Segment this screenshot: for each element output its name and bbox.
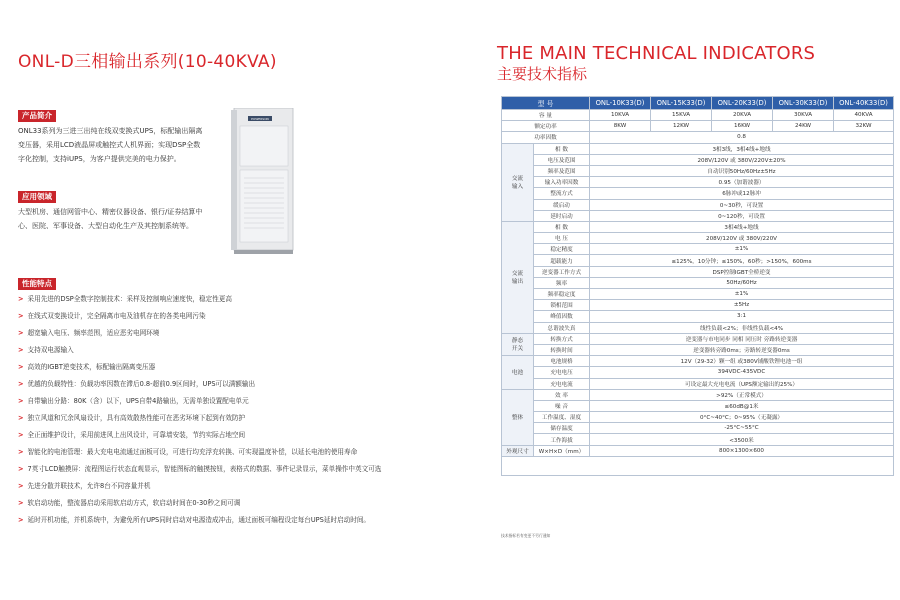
arrow-icon: > (18, 363, 24, 371)
table-cell: 32KW (834, 121, 894, 132)
table-cell: 12V（29-32）颗一组 或380V铺酸铁锂电池一组 (590, 356, 894, 367)
table-row (502, 311, 894, 322)
feature-item (18, 294, 232, 304)
arrow-icon: > (18, 499, 24, 507)
table-row (502, 356, 894, 367)
feature-text: 全正面维护设计，采用前进风上出风设计，可靠墙安装，节约实际占地空间 (27, 431, 246, 439)
table-row (502, 121, 894, 132)
arrow-icon: > (18, 312, 24, 320)
table-cell: 逆变器转旁路0ms；旁路转逆变器0ms (590, 344, 894, 355)
table-row (502, 322, 894, 333)
row-label: 电池规格 (534, 356, 590, 367)
row-label: 工作海拔 (534, 434, 590, 445)
feature-text: 独立风道和冗余风扇设计，具有高效散热性能可在恶劣环境下起到有效防护 (27, 414, 246, 422)
table-row (502, 367, 894, 378)
arrow-icon: > (18, 414, 24, 422)
header-cell: ONL-10K33(D) (590, 97, 651, 110)
table-cell: 208V/120V 或 380V/220V±20% (590, 154, 894, 165)
table-cell: 0~30秒，可设置 (590, 199, 894, 210)
arrow-icon: > (18, 516, 24, 524)
table-cell: 线性负载<2%；非线性负载<4% (590, 322, 894, 333)
row-label: 超载能力 (534, 255, 590, 266)
table-cell: 0°C~40°C；0~95%（无凝露） (590, 412, 894, 423)
table-row (502, 277, 894, 288)
table-row (502, 289, 894, 300)
application-line: 心、医院、军事设备、大型自动化生产及其控制系统等。 (18, 222, 193, 230)
row-label: 充电电压 (534, 367, 590, 378)
feature-text: 先进分散并联技术，允许8台不同容量并机 (27, 482, 151, 490)
table-cell: 8KW (590, 121, 651, 132)
row-label: 效 率 (534, 389, 590, 400)
table-cell: -25°C~55°C (590, 423, 894, 434)
row-label: 储存温度 (534, 423, 590, 434)
header-cell: ONL-30K33(D) (773, 97, 834, 110)
row-label: 稳定精度 (534, 244, 590, 255)
feature-text: 在线式双变换设计，完全隔离市电及油机存在的各类电网污染 (27, 312, 206, 320)
table-cell: 394VDC-435VDC (590, 367, 894, 378)
table-cell: >92%（正常模式） (590, 389, 894, 400)
table-cell: 24KW (773, 121, 834, 132)
table-cell: 可设定最大充电电流（UPS额定输出的25%） (590, 378, 894, 389)
table-cell: 3相4线+地线 (590, 221, 894, 232)
table-cell: 40KVA (834, 110, 894, 121)
row-label: 电 压 (534, 233, 590, 244)
table-cell: ±1% (590, 289, 894, 300)
row-label: 相 数 (534, 221, 590, 232)
spec-table (501, 96, 894, 476)
intro-line: ONL33系列为三进三出纯在线双变换式UPS，标配输出隔离 (18, 127, 203, 135)
header-cell: ONL-15K33(D) (651, 97, 712, 110)
table-cell: 0.8 (590, 132, 894, 143)
table-cell: 30KVA (773, 110, 834, 121)
row-label: 频率 (534, 277, 590, 288)
group-label: 交流 输出 (502, 221, 534, 333)
intro-line: 字化控制，支持iUPS，为客户提供完美的电力保护。 (18, 155, 181, 163)
group-label: 外观尺寸 (502, 445, 534, 456)
feature-text: 超宽输入电压、频率范围，适应恶劣电网环境 (27, 329, 160, 337)
features-heading: 性能特点 (18, 278, 56, 290)
row-label: 输入功率因数 (534, 177, 590, 188)
left-page-title: ONL-D三相输出系列(10-40KVA) (18, 52, 277, 72)
row-label: 缓启动 (534, 199, 590, 210)
table-row (502, 333, 894, 344)
feature-item (18, 481, 150, 491)
table-row (502, 188, 894, 199)
header-cell: ONL-20K33(D) (712, 97, 773, 110)
feature-item (18, 345, 74, 355)
right-title-cn: 主要技术指标 (497, 65, 588, 83)
table-cell: 3:1 (590, 311, 894, 322)
intro-text (18, 124, 202, 166)
table-cell: ≤60dB@1米 (590, 400, 894, 411)
row-label: W×H×D（mm） (534, 445, 590, 456)
table-cell: 6脉冲或12脉冲 (590, 188, 894, 199)
table-row (502, 143, 894, 154)
table-cell: 20KVA (712, 110, 773, 121)
arrow-icon: > (18, 448, 24, 456)
application-line: 大型机房、通信网管中心、精密仪器设备、银行/证券结算中 (18, 208, 203, 216)
group-label: 电池 (502, 356, 534, 390)
row-label: 噪 音 (534, 400, 590, 411)
table-cell: 0.95（加谐波器） (590, 177, 894, 188)
row-label: 频率稳定度 (534, 289, 590, 300)
arrow-icon: > (18, 346, 24, 354)
feature-text: 优越的负载特性：负载功率因数在滞后0.8-超前0.9区间时，UPS可以满额输出 (27, 380, 256, 388)
feature-item (18, 515, 370, 525)
table-row (502, 434, 894, 445)
footnote: 技术指标若有变更不另行通知 (501, 533, 551, 538)
feature-text: 自带输出分路：80K（含）以下，UPS自带4路输出，无需单独设置配电单元 (27, 397, 249, 405)
table-row (502, 110, 894, 121)
row-label: 整流方式 (534, 188, 590, 199)
row-label: 总谐波失真 (534, 322, 590, 333)
cabinet-brand: POWERSON (251, 117, 269, 121)
table-row (502, 210, 894, 221)
table-row (502, 177, 894, 188)
table-cell: 50Hz/60Hz (590, 277, 894, 288)
table-row (502, 378, 894, 389)
feature-item (18, 413, 245, 423)
feature-item (18, 328, 159, 338)
application-text (18, 205, 202, 233)
row-label: 峰值因数 (534, 311, 590, 322)
row-label: 转换方式 (534, 333, 590, 344)
row-label: 频率及范围 (534, 165, 590, 176)
arrow-icon: > (18, 431, 24, 439)
row-label: 逆变器工作方式 (534, 266, 590, 277)
table-row (502, 199, 894, 210)
right-title-en: THE MAIN TECHNICAL INDICATORS (497, 43, 816, 64)
table-cell: 逆变器与市电同步 同相 同压时 旁路转逆变器 (590, 333, 894, 344)
feature-item (18, 379, 255, 389)
row-label: 相 数 (534, 143, 590, 154)
feature-text: 采用先进的DSP全数字控制技术：采样及控制响应速度快，稳定性更高 (27, 295, 232, 303)
feature-text: 7英寸LCD触摸屏：流程图运行状态直观显示，智能图标的触摸按钮，表格式的数据、事件记录显示，菜单操作中英文可选 (27, 465, 382, 473)
table-row (502, 300, 894, 311)
group-label: 交流 输入 (502, 143, 534, 221)
header-cell: 型 号 (502, 97, 590, 110)
table-row (502, 389, 894, 400)
feature-item (18, 430, 245, 440)
feature-item (18, 311, 206, 321)
table-cell: <3500米 (590, 434, 894, 445)
arrow-icon: > (18, 397, 24, 405)
arrow-icon: > (18, 482, 24, 490)
table-cell: 15KVA (651, 110, 712, 121)
table-cell: 3相3线，3相4线+地线 (590, 143, 894, 154)
group-label: 整体 (502, 389, 534, 445)
row-label: 工作温度、湿度 (534, 412, 590, 423)
ups-cabinet-image (230, 108, 295, 254)
table-row (502, 400, 894, 411)
feature-item (18, 396, 249, 406)
table-cell: 12KW (651, 121, 712, 132)
feature-item (18, 447, 357, 457)
row-label: 延时启动 (534, 210, 590, 221)
table-cell: ±1% (590, 244, 894, 255)
feature-item (18, 362, 155, 372)
table-cell: 0~120秒，可设置 (590, 210, 894, 221)
table-cell: 800×1300×600 (590, 445, 894, 456)
table-row (502, 445, 894, 456)
table-row (502, 165, 894, 176)
group-label: 静态 开关 (502, 333, 534, 355)
table-cell: 208V/120V 或 380V/220V (590, 233, 894, 244)
table-row (502, 154, 894, 165)
feature-item (18, 464, 381, 474)
row-label: 功率因数 (502, 132, 590, 143)
table-row (502, 244, 894, 255)
feature-text: 高效的IGBT逆变技术，标配输出隔离变压器 (27, 363, 156, 371)
table-cell: 自动识别50Hz/60Hz±5Hz (590, 165, 894, 176)
arrow-icon: > (18, 465, 24, 473)
feature-item (18, 498, 240, 508)
table-cell: 16KW (712, 121, 773, 132)
table-row (502, 344, 894, 355)
application-heading: 应用领域 (18, 191, 56, 203)
table-row (502, 233, 894, 244)
table-cell: ±5Hz (590, 300, 894, 311)
arrow-icon: > (18, 380, 24, 388)
header-cell: ONL-40K33(D) (834, 97, 894, 110)
row-label: 转换时间 (534, 344, 590, 355)
table-row (502, 423, 894, 434)
table-row (502, 266, 894, 277)
feature-text: 软启动功能，整流器启动采用软启动方式，软启动时间在0-30秒之间可调 (27, 499, 241, 507)
row-label: 额定功率 (502, 121, 590, 132)
intro-line: 变压器，采用LCD液晶屏或触控式人机界面；实现DSP全数 (18, 141, 201, 149)
feature-text: 延时开机功能，并机系统中，为避免所有UPS同时启动对电源造成冲击，通过面板可编程设定每台UPS延时启动时间。 (27, 516, 371, 524)
table-cell: ≤125%，10分钟；≤150%，60秒；>150%，600ms (590, 255, 894, 266)
intro-heading: 产品简介 (18, 110, 56, 122)
feature-text: 智能化的电池管理：最大充电电流通过面板可设，可进行均充浮充转换、可实现温度补偿，以延长电池的使用寿命 (27, 448, 358, 456)
table-cell: DSP控制IGBT全桥逆变 (590, 266, 894, 277)
table-row (502, 255, 894, 266)
table-row (502, 221, 894, 232)
row-label: 锁相范围 (534, 300, 590, 311)
table-header-row (502, 97, 894, 110)
row-label: 电压及范围 (534, 154, 590, 165)
table-row (502, 132, 894, 143)
table-cell: 10KVA (590, 110, 651, 121)
arrow-icon: > (18, 329, 24, 337)
row-label: 容 量 (502, 110, 590, 121)
feature-text: 支持双电源输入 (27, 346, 74, 354)
table-row-empty (502, 456, 894, 475)
arrow-icon: > (18, 295, 24, 303)
row-label: 充电电流 (534, 378, 590, 389)
table-row (502, 412, 894, 423)
